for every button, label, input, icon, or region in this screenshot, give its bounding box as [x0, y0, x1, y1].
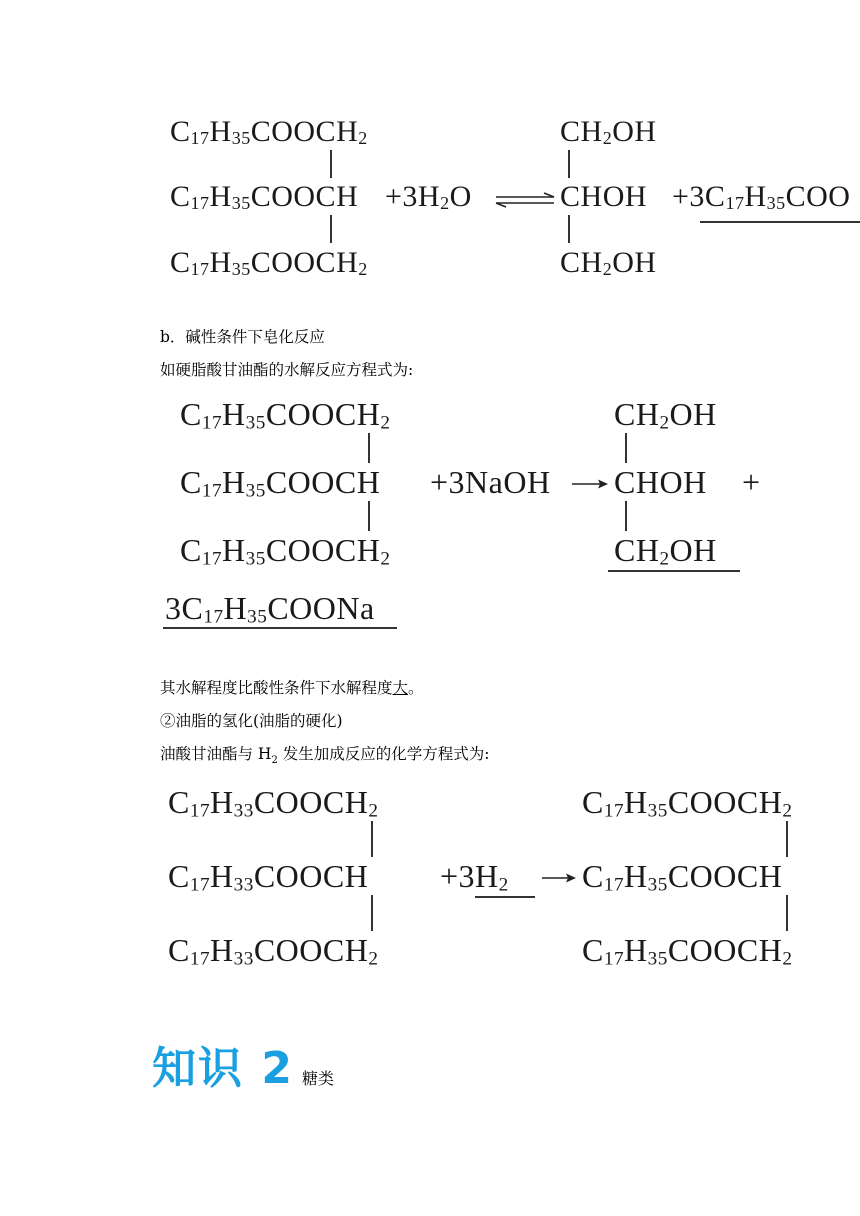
- bond-line: [568, 150, 570, 178]
- section-b-title: b．碱性条件下皂化反应: [160, 328, 325, 346]
- reagent-water: $+3H_2O$: [385, 180, 472, 214]
- formula-line: $C_{17}H_{33}COOCH_2$: [168, 784, 379, 822]
- formula-line: $3C_{17}H_{35}COONa$: [165, 590, 375, 628]
- formula-line: $C_{17}H_{35}COOCH_2$: [170, 246, 368, 280]
- answer-underline: [608, 570, 740, 572]
- bond-line: [625, 433, 627, 463]
- formula-line: CHOH: [614, 464, 707, 500]
- bond-line: [368, 501, 370, 531]
- equilibrium-arrow-icon: [494, 193, 556, 207]
- bond-line: [786, 895, 788, 931]
- bond-line: [625, 501, 627, 531]
- formula-line: $CH_2OH$: [614, 396, 717, 434]
- formula-line: $C_{17}H_{35}COOCH_2$: [180, 396, 391, 434]
- product-acid: $+3C_{17}H_{35}COO$: [672, 180, 851, 214]
- formula-line: $C_{17}H_{35}COOCH_2$: [582, 784, 793, 822]
- arrow-right-icon: [542, 872, 576, 884]
- answer-underline: [475, 896, 535, 898]
- item-2-title: ②油脂的氢化(油脂的硬化): [160, 712, 343, 730]
- formula-line: $C_{17}H_{33}COOCH$: [168, 858, 369, 896]
- plus-sign: +: [742, 464, 761, 500]
- formula-line: $C_{17}H_{33}COOCH_2$: [168, 932, 379, 970]
- answer-blank: 大: [392, 679, 409, 697]
- bond-line: [330, 150, 332, 178]
- bond-line: [371, 895, 373, 931]
- formula-line: $C_{17}H_{35}COOCH$: [170, 180, 359, 214]
- formula-line: $C_{17}H_{35}COOCH$: [582, 858, 783, 896]
- bond-line: [568, 215, 570, 243]
- bond-line: [371, 821, 373, 857]
- reagent-hydrogen: $+3H_2$: [440, 858, 509, 896]
- bond-line: [368, 433, 370, 463]
- bond-line: [786, 821, 788, 857]
- reagent-naoh: +3NaOH: [430, 464, 551, 500]
- item-2-intro: 油酸甘油酯与 $H_2$ 发生加成反应的化学方程式为:: [160, 745, 490, 767]
- answer-underline: [700, 221, 860, 223]
- note-hydrolysis-degree: 其水解程度比酸性条件下水解程度大。: [160, 679, 424, 697]
- section-b-intro: 如硬脂酸甘油酯的水解反应方程式为:: [160, 361, 414, 379]
- formula-line: $C_{17}H_{35}COOCH_2$: [180, 532, 391, 570]
- formula-line: $CH_2OH$: [560, 115, 657, 149]
- answer-underline: [163, 627, 397, 629]
- formula-line: $C_{17}H_{35}COOCH_2$: [170, 115, 368, 149]
- formula-line: $CH_2OH$: [560, 246, 657, 280]
- section-heading-topic: 糖类: [302, 1069, 335, 1088]
- formula-line: CHOH: [560, 180, 648, 213]
- arrow-right-icon: [572, 478, 608, 490]
- formula-line: $C_{17}H_{35}COOCH_2$: [582, 932, 793, 970]
- bond-line: [330, 215, 332, 243]
- formula-line: $C_{17}H_{35}COOCH$: [180, 464, 381, 502]
- section-heading-knowledge-2: 知识 2: [152, 1043, 294, 1094]
- formula-line: $CH_2OH$: [614, 532, 717, 570]
